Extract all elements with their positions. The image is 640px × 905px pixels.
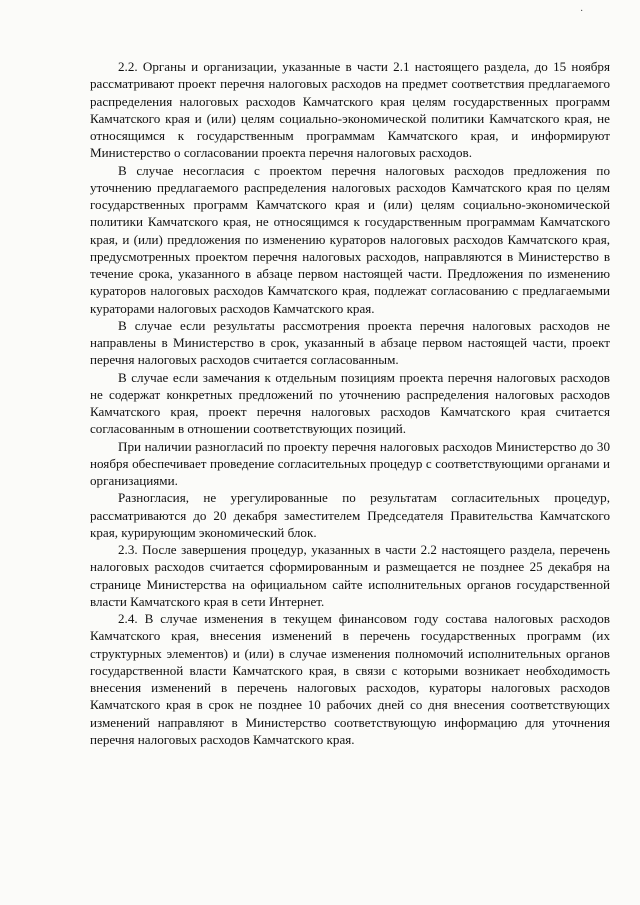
paragraph-2-2: 2.2. Органы и организации, указанные в части 2.1 настоящего раздела, до 15 ноября рассматривают проект перечня налоговых расходов на предмет соответствия предлагаемого распределения налоговых расходов Камчатского края целям государственных программ Камчатского края и (или) целям социально-экономической политики Камчатского края, не относящимся к государственным программам Камчатского края, и информируют Министерство о согласовании проекта перечня налоговых расходов.: [90, 59, 610, 161]
paragraph-disagreement: В случае несогласия с проектом перечня налоговых расходов предложения по уточнению предлагаемого распределения налоговых расходов Камчатского края по целям государственных программ Камчатского края и (или) целям социально-экономической политики Камчатского края, не относящимся к государственным программам Камчатского края, и (или) предложения по изменению кураторов налоговых расходов Камчатского края, предусмотренных проектом перечня налоговых расходов, направляются в Министерство в течение срока, указанного в абзаце первом настоящей части. Предложения по изменению кураторов налоговых расходов Камчатского края, подлежат согласованию с предлагаемыми кураторами налоговых расходов Камчатского края.: [90, 162, 610, 316]
paragraph-conciliation: При наличии разногласий по проекту перечня налоговых расходов Министерство до 30 ноября обеспечивает проведение согласительных процедур с соответствующими органами и организациями.: [90, 438, 610, 488]
paragraph-remarks: В случае если замечания к отдельным позициям проекта перечня налоговых расходов не содержат конкретных предложений по уточнению распределения налоговых расходов Камчатского края, проект перечня налоговых расходов Камчатского края считается согласованным в отношении соответствующих позиций.: [90, 369, 610, 437]
paragraph-2-3: 2.3. После завершения процедур, указанных в части 2.2 настоящего раздела, перечень налоговых расходов считается сформированным и размещается не позднее 25 декабря на странице Министерства на официальном сайте исполнительных органов государственной власти Камчатского края в сети Интернет.: [90, 542, 610, 609]
paragraph-not-sent: В случае если результаты рассмотрения проекта перечня налоговых расходов не направлены в Министерство в срок, указанный в абзаце первом настоящей части, проект перечня налоговых расходов считается согласованным.: [90, 317, 610, 368]
page-mark: ·: [580, 6, 584, 17]
paragraph-2-4: 2.4. В случае изменения в текущем финансовом году состава налоговых расходов Камчатского края, внесения изменений в перечень государственных программ (их структурных элементов) и (или) в случае изменения полномочий исполнительных органов государственной власти Камчатского края, в связи с которыми возникает необходимость внесения изменений в перечень налоговых расходов, кураторы налоговых расходов Камчатского края в срок не позднее 10 рабочих дней со дня внесения соответствующих изменений направляют в Министерство соответствующую информацию для уточнения перечня налоговых расходов Камчатского края.: [90, 611, 610, 747]
paragraph-unresolved: Разногласия, не урегулированные по результатам согласительных процедур, рассматриваются до 20 декабря заместителем Председателя Правительства Камчатского края, курирующим экономический блок.: [90, 490, 610, 540]
